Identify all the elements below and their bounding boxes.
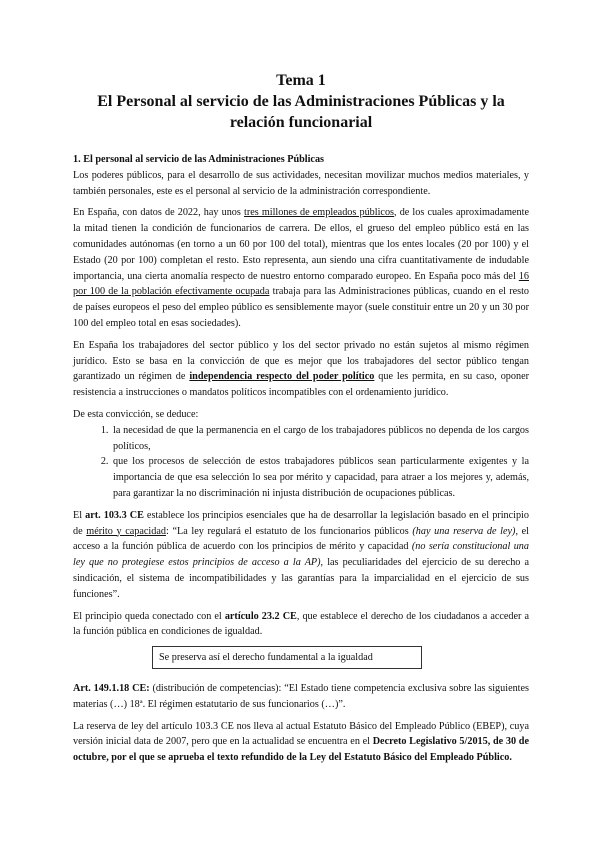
highlight-box: Se preserva así el derecho fundamental a la igualdad <box>152 646 422 669</box>
list-item: 1. la necesidad de que la permanencia en el cargo de los trabajadores públicos no dependa de los cargos políticos, <box>111 423 529 455</box>
paragraph-8: La reserva de ley del artículo 103.3 CE nos lleva al actual Estatuto Básico del Empleado Público (EBEP), cuya versión inicial data de 2007, pero que en la actualidad se encuentra en el Decreto Legislativo 5/2015, de 30 de octubre, por el que se aprueba el texto refundido de la Ley del Estatuto Básico del Empleado Público. <box>73 720 529 764</box>
numbered-list <box>73 423 529 502</box>
page-title <box>73 70 529 133</box>
paragraph-5: El art. 103.3 CE establece los principios esenciales que ha de desarrollar la legislación basado en el principio de mérito y capacidad: “La ley regulará el estatuto de los funcionarios públicos (hay una reserva de ley), el acceso a la función pública de acuerdo con los principios de mérito y capacidad (no sería constitucional una ley que no protegiese estos principios de acceso a la AP), las peculiaridades del ejercicio de su derecho a sindicación, el sistema de incompatibilidades y las garantías para la imparcialidad en el ejercicio de sus funciones”. <box>73 509 529 600</box>
document-page <box>73 70 529 772</box>
paragraph-2: En España, con datos de 2022, hay unos tres millones de empleados públicos, de los cuales aproximadamente la mitad tienen la condición de funcionarios de carrera. De ellos, el grueso del empleo público está en las comunidades autónomas (en torno a un 60 por 100 del total), mientras que los entes locales (20 por 100) y el Estado (20 por 100) completan el resto. Esto representa, aun siendo una cifra cuantitativamente de indudable importancia, una cierta anomalía respecto de nuestro entorno comparado europeo. En España poco más del 16 por 100 de la población efectivamente ocupada trabaja para las Administraciones públicas, cuando en el resto de países europeos el peso del empleo público es sensiblemente mayor (suele constituir entre un 20 y un 30 por 100 del empleo total en esas sociedades). <box>73 207 529 329</box>
bold-underlined-text: independencia respecto del poder político <box>189 371 375 383</box>
paragraph-3: En España los trabajadores del sector público y los del sector privado no están sujetos al mismo régimen jurídico. Esto se basa en la convicción de que es mejor que los trabajadores del sector público tengan garantizado un régimen de independencia respecto del poder político que les permita, en su caso, oponer resistencia a instrucciones o mandatos políticos incompatibles con el ordenamiento jurídico. <box>73 339 530 399</box>
title-line-2: El Personal al servicio de las Administraciones Públicas y la relación funcionarial <box>97 93 505 131</box>
paragraph-1: Los poderes públicos, para el desarrollo de sus actividades, necesitan movilizar muchos medios materiales, y también personales, este es el personal al servicio de la administración correspondiente. <box>73 169 529 197</box>
underlined-text: tres millones de empleados públicos <box>244 207 395 219</box>
underlined-text: 16 por 100 de la población efectivamente ocupada <box>73 270 529 298</box>
title-line-1: Tema 1 <box>276 72 326 89</box>
list-item: 2. que los procesos de selección de estos trabajadores públicos sean particularmente exigentes y la importancia de que esa selección lo sea por mérito y capacidad, para atraer a los mejores y, además, para garantizar la no discriminación ni injusta distribución de ocupaciones públicas. <box>111 454 529 501</box>
highlight-box-wrapper <box>152 646 529 669</box>
paragraph-7: Art. 149.1.18 CE: (distribución de competencias): “El Estado tiene competencia exclusiva sobre las siguientes materias (…) 18ª. El régimen estatutario de sus funcionarios (…)”. <box>73 682 529 710</box>
section-heading: 1. El personal al servicio de las Administraciones Públicas <box>73 154 325 165</box>
paragraph-4: De esta convicción, se deduce: <box>73 408 199 420</box>
paragraph-6: El principio queda conectado con el artículo 23.2 CE, que establece el derecho de los ciudadanos a acceder a la función pública en condiciones de igualdad. <box>73 610 529 638</box>
